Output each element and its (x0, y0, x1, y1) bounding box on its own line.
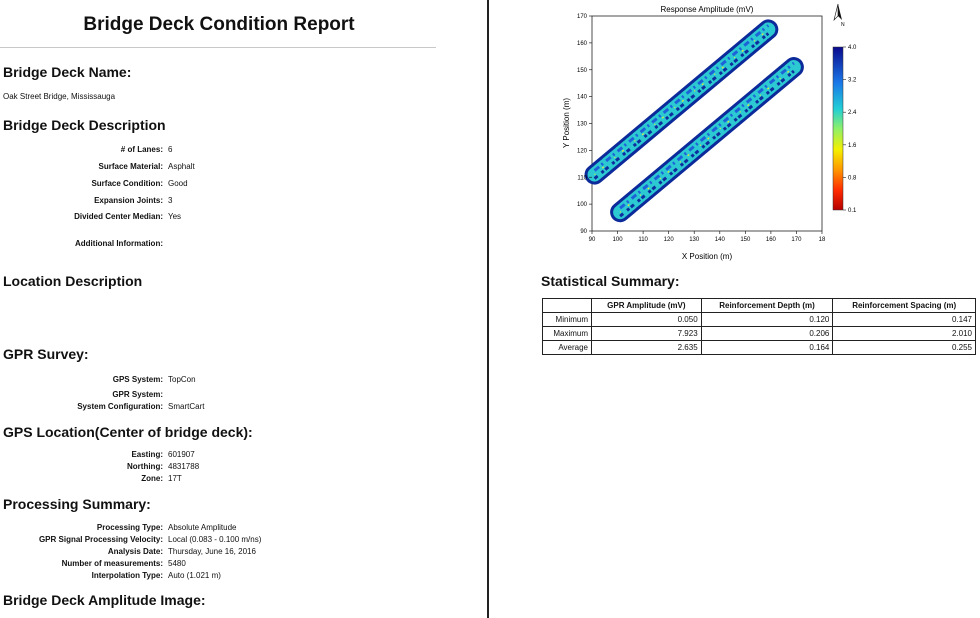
gps-location-heading: GPS Location(Center of bridge deck): (3, 424, 253, 440)
stats-cell: 7.923 (592, 327, 702, 341)
processing-label: Processing Type: (96, 523, 163, 532)
statistics-heading: Statistical Summary: (541, 273, 680, 289)
y-tick-label: 160 (576, 40, 587, 47)
x-tick-label: 160 (765, 237, 776, 243)
table-row (543, 313, 976, 327)
y-axis-ticks (577, 14, 592, 235)
y-tick-label: 150 (576, 67, 587, 74)
stats-row-label: Average (543, 341, 592, 355)
table-row (543, 327, 976, 341)
processing-label: Analysis Date: (107, 547, 163, 556)
y-tick-label: 110 (577, 175, 587, 182)
processing-summary-heading: Processing Summary: (3, 496, 151, 512)
gpr-value: TopCon (168, 375, 196, 384)
processing-value: Absolute Amplitude (168, 523, 237, 532)
colorbar-tick-label: 3.2 (848, 77, 857, 84)
gpr-label: GPR System: (112, 390, 163, 399)
colorbar-tick-label: 0.8 (848, 175, 857, 182)
x-tick-label: 18 (818, 237, 826, 243)
report-title: Bridge Deck Condition Report (83, 14, 355, 35)
description-value: 6 (168, 145, 173, 154)
x-tick-label: 90 (588, 237, 596, 243)
gps-value: 601907 (168, 450, 195, 459)
description-value: Yes (168, 212, 182, 221)
colorbar-tick-label: 1.6 (848, 142, 857, 149)
x-tick-label: 170 (791, 237, 802, 243)
processing-value: Local (0.083 - 0.100 m/ns) (168, 535, 262, 544)
gpr-label: GPS System: (112, 375, 163, 384)
gps-value: 4831788 (168, 462, 200, 471)
y-tick-label: 140 (576, 94, 587, 101)
description-label: Surface Material: (98, 162, 163, 171)
north-arrow-icon (834, 4, 845, 28)
stats-row-label: Maximum (543, 327, 592, 341)
y-axis-label: Y Position (m) (562, 97, 571, 149)
stats-cell: 0.147 (833, 313, 976, 327)
gps-value: 17T (168, 474, 182, 483)
y-tick-label: 120 (576, 148, 587, 155)
x-tick-label: 130 (689, 237, 700, 243)
description-value: Good (168, 179, 188, 188)
north-label: N (841, 22, 845, 28)
column-divider (487, 0, 489, 618)
description-label: Expansion Joints: (94, 196, 163, 205)
colorbar-tick-label: 2.4 (848, 110, 857, 117)
description-label: Divided Center Median: (74, 212, 163, 221)
deck-description-heading: Bridge Deck Description (3, 117, 166, 133)
processing-label: Interpolation Type: (91, 571, 163, 580)
gpr-label: System Configuration: (77, 402, 163, 411)
stats-cell: 0.050 (592, 313, 702, 327)
x-tick-label: 100 (612, 237, 623, 243)
description-value: 3 (168, 196, 173, 205)
stats-header-depth: Reinforcement Depth (m) (701, 299, 833, 313)
amplitude-heatmap (540, 0, 880, 265)
y-tick-label: 100 (576, 202, 587, 209)
colorbar-ticks (843, 45, 857, 214)
stats-cell: 0.255 (833, 341, 976, 355)
deck-strips (595, 25, 794, 216)
statistics-table (542, 298, 976, 355)
x-axis-ticks (589, 231, 826, 243)
description-value: Asphalt (168, 162, 195, 171)
y-tick-label: 130 (576, 121, 587, 128)
colorbar (833, 47, 843, 210)
stats-header-amplitude: GPR Amplitude (mV) (592, 299, 702, 313)
stats-cell: 0.164 (701, 341, 833, 355)
stats-cell: 2.635 (592, 341, 702, 355)
colorbar-tick-label: 0.1 (848, 208, 857, 214)
gpr-value: SmartCart (168, 402, 205, 411)
stats-header-blank (543, 299, 592, 313)
amplitude-image-heading: Bridge Deck Amplitude Image: (3, 592, 206, 608)
stats-cell: 0.120 (701, 313, 833, 327)
stats-cell: 0.206 (701, 327, 833, 341)
description-label: # of Lanes: (120, 145, 163, 154)
stats-cell: 2.010 (833, 327, 976, 341)
statistics-header-row (543, 299, 976, 313)
x-tick-label: 140 (714, 237, 725, 243)
x-tick-label: 110 (638, 237, 648, 243)
table-row (543, 341, 976, 355)
processing-value: 5480 (168, 559, 186, 568)
processing-value: Auto (1.021 m) (168, 571, 221, 580)
title-divider (0, 47, 436, 48)
gps-label: Easting: (131, 450, 163, 459)
processing-value: Thursday, June 16, 2016 (168, 547, 256, 556)
stats-row-label: Minimum (543, 313, 592, 327)
plot-area (577, 14, 826, 243)
x-axis-label: X Position (m) (681, 252, 733, 261)
x-tick-label: 150 (740, 237, 751, 243)
processing-label: GPR Signal Processing Velocity: (38, 535, 163, 544)
deck-name-heading: Bridge Deck Name: (3, 64, 132, 80)
y-tick-label: 170 (576, 14, 587, 20)
stats-header-spacing: Reinforcement Spacing (m) (833, 299, 976, 313)
y-tick-label: 90 (580, 229, 587, 235)
colorbar-tick-label: 4.0 (848, 45, 857, 51)
deck-name: Oak Street Bridge, Mississauga (3, 92, 116, 101)
gps-label: Zone: (141, 474, 163, 483)
description-label: Surface Condition: (91, 179, 163, 188)
chart-title: Response Amplitude (mV) (660, 5, 754, 14)
gpr-survey-heading: GPR Survey: (3, 346, 89, 362)
gps-label: Northing: (127, 462, 163, 471)
additional-info-label: Additional Information: (75, 239, 163, 248)
processing-label: Number of measurements: (61, 559, 163, 568)
location-description-heading: Location Description (3, 273, 143, 289)
x-tick-label: 120 (663, 237, 674, 243)
